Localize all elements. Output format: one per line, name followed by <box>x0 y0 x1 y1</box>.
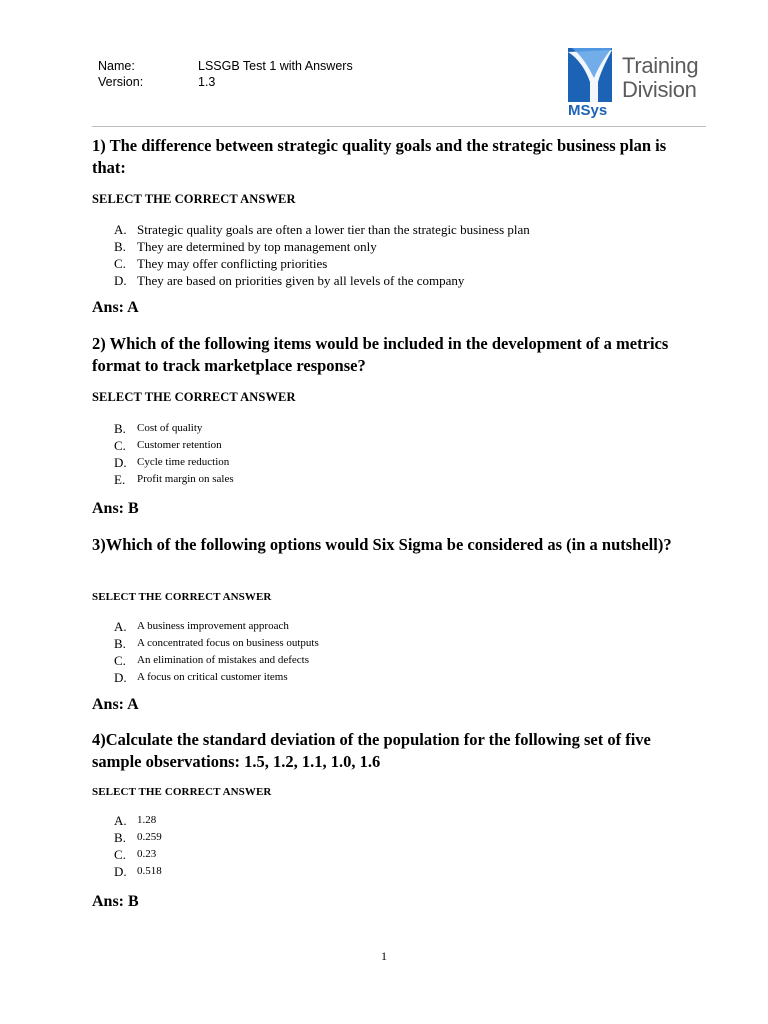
question-1-title: 1) The difference between strategic quality goals and the strategic business plan is that: <box>92 136 667 177</box>
logo-line-1: Training <box>622 53 699 78</box>
option-item <box>114 272 530 289</box>
option-item <box>114 221 530 238</box>
option-text: 0.23 <box>137 848 157 860</box>
logo-mark-icon <box>568 48 614 104</box>
option-text: Cycle time reduction <box>137 456 230 468</box>
name-row <box>98 58 353 74</box>
option-letter: C. <box>114 847 126 862</box>
option-text: Profit margin on sales <box>137 473 234 485</box>
option-text: 0.259 <box>137 831 162 843</box>
question-2-options <box>114 420 234 488</box>
option-letter: B. <box>114 830 126 845</box>
logo-brand: MSys <box>568 102 608 119</box>
version-value: 1.3 <box>198 75 216 89</box>
option-text: 1.28 <box>137 814 157 826</box>
logo-line-2: Division <box>622 77 697 102</box>
option-text: Strategic quality goals are often a lower tier than the strategic business plan <box>137 222 530 237</box>
option-letter: A. <box>114 619 127 634</box>
name-value: LSSGB Test 1 with Answers <box>198 59 353 73</box>
question-4-options <box>114 812 162 880</box>
question-2-answer: Ans: B <box>92 500 139 517</box>
option-text: A focus on critical customer items <box>137 671 288 683</box>
header-divider <box>92 126 706 127</box>
option-letter: C. <box>114 653 126 668</box>
option-letter: D. <box>114 273 127 288</box>
question-1-options <box>114 221 530 289</box>
question-3-options <box>114 618 319 686</box>
option-item <box>114 618 319 635</box>
option-item <box>114 829 162 846</box>
option-letter: D. <box>114 864 127 879</box>
option-letter: E. <box>114 472 126 487</box>
option-item <box>114 420 234 437</box>
question-1-answer: Ans: A <box>92 299 139 316</box>
question-3-title: 3)Which of the following options would Six Sigma be considered as (in a nutshell)? <box>92 535 672 554</box>
question-4-instruction: SELECT THE CORRECT ANSWER <box>92 786 272 798</box>
option-letter: D. <box>114 455 127 470</box>
option-letter: B. <box>114 421 126 436</box>
option-text: Cost of quality <box>137 422 203 434</box>
page-number: 1 <box>381 949 387 963</box>
option-letter: C. <box>114 438 126 453</box>
question-3-instruction: SELECT THE CORRECT ANSWER <box>92 591 272 603</box>
option-item <box>114 863 162 880</box>
option-item <box>114 454 234 471</box>
logo-text <box>622 54 698 102</box>
question-1-instruction: SELECT THE CORRECT ANSWER <box>92 192 296 206</box>
option-item <box>114 238 530 255</box>
option-text: 0.518 <box>137 865 162 877</box>
option-item <box>114 635 319 652</box>
question-2-instruction: SELECT THE CORRECT ANSWER <box>92 390 296 404</box>
option-text: They may offer conflicting priorities <box>137 256 328 271</box>
option-item <box>114 437 234 454</box>
option-letter: C. <box>114 256 126 271</box>
question-3-answer: Ans: A <box>92 696 139 713</box>
option-text: An elimination of mistakes and defects <box>137 654 309 666</box>
option-letter: B. <box>114 239 126 254</box>
question-4-title: 4)Calculate the standard deviation of the population for the following set of five sample observations: 1.5, 1.2, 1.1, 1.0, 1.6 <box>92 730 651 771</box>
option-text: They are determined by top management only <box>137 239 377 254</box>
option-text: They are based on priorities given by all levels of the company <box>137 273 465 288</box>
option-letter: A. <box>114 222 127 237</box>
option-text: A concentrated focus on business outputs <box>137 637 319 649</box>
option-item <box>114 812 162 829</box>
option-letter: A. <box>114 813 127 828</box>
name-label: Name: <box>98 59 135 73</box>
training-division-logo <box>568 48 708 120</box>
option-letter: D. <box>114 670 127 685</box>
option-item <box>114 652 319 669</box>
option-letter: B. <box>114 636 126 651</box>
version-row <box>98 74 353 90</box>
version-label: Version: <box>98 75 144 89</box>
question-2-title: 2) Which of the following items would be included in the development of a metrics format to track marketplace response? <box>92 334 669 375</box>
option-item <box>114 846 162 863</box>
option-item <box>114 255 530 272</box>
option-text: A business improvement approach <box>137 620 289 632</box>
header-meta <box>98 58 353 90</box>
option-item <box>114 669 319 686</box>
option-text: Customer retention <box>137 439 222 451</box>
question-4-answer: Ans: B <box>92 893 139 910</box>
option-item <box>114 471 234 488</box>
